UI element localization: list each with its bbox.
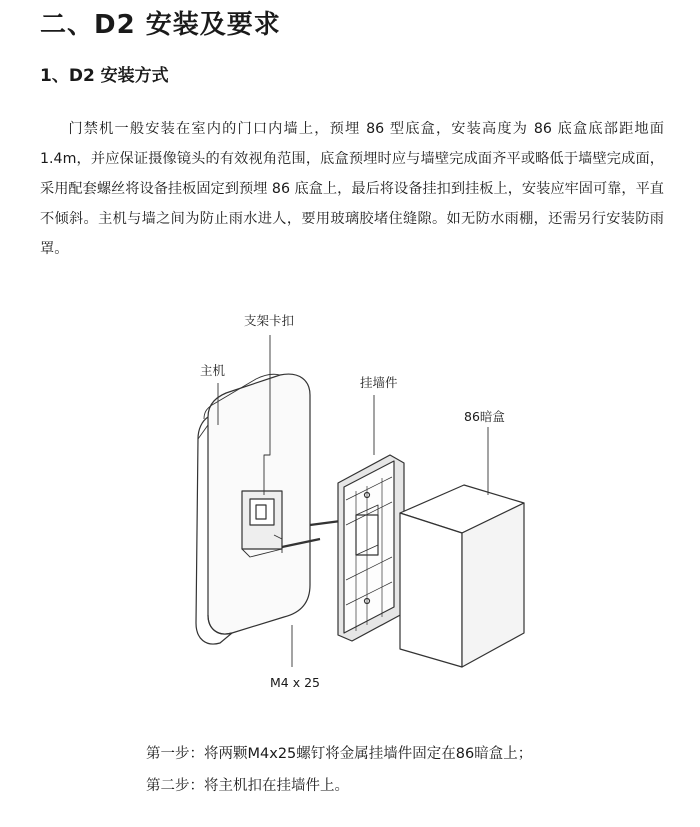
subsection-title: 1、D2 安装方式: [40, 66, 169, 86]
main-unit-drawing: [196, 374, 362, 644]
installation-paragraph: 门禁机一般安装在室内的门口内墙上，预埋 86 型底盒，安装高度为 86 底盒底部距地面 1.4m，并应保证摄像镜头的有效视角范围，底盒预埋时应与墙壁完成面齐平或略低于墙壁完成面，采用配套螺丝将设备挂板固定到预埋 86 底盒上，最后将设备挂扣到挂板上，安装应牢固可靠，平直不倾斜。主机与墙之间为防止雨水进人，要用玻璃胶堵住缝隙。如无防水雨棚，还需另行安装防雨罩。: [40, 121, 664, 257]
step-2: 第二步：将主机扣在挂墙件上。: [146, 778, 349, 794]
box-86-label: 86暗盒: [464, 409, 505, 424]
main-unit-label: 主机: [200, 363, 226, 378]
exploded-view-drawing: [160, 295, 560, 695]
wall-mount-label: 挂墙件: [360, 375, 398, 390]
installation-diagram: [160, 295, 560, 695]
installation-steps: [146, 738, 532, 802]
section-title: 二、D2 安装及要求: [40, 10, 281, 40]
box-86-drawing: [400, 485, 524, 667]
step-1: 第一步：将两颗M4x25螺钉将金属挂墙件固定在86暗盒上；: [146, 746, 533, 762]
screw-label: M4 x 25: [270, 675, 320, 690]
bracket-clip-label: 支架卡扣: [244, 313, 295, 328]
wall-mount-drawing: [338, 455, 404, 641]
